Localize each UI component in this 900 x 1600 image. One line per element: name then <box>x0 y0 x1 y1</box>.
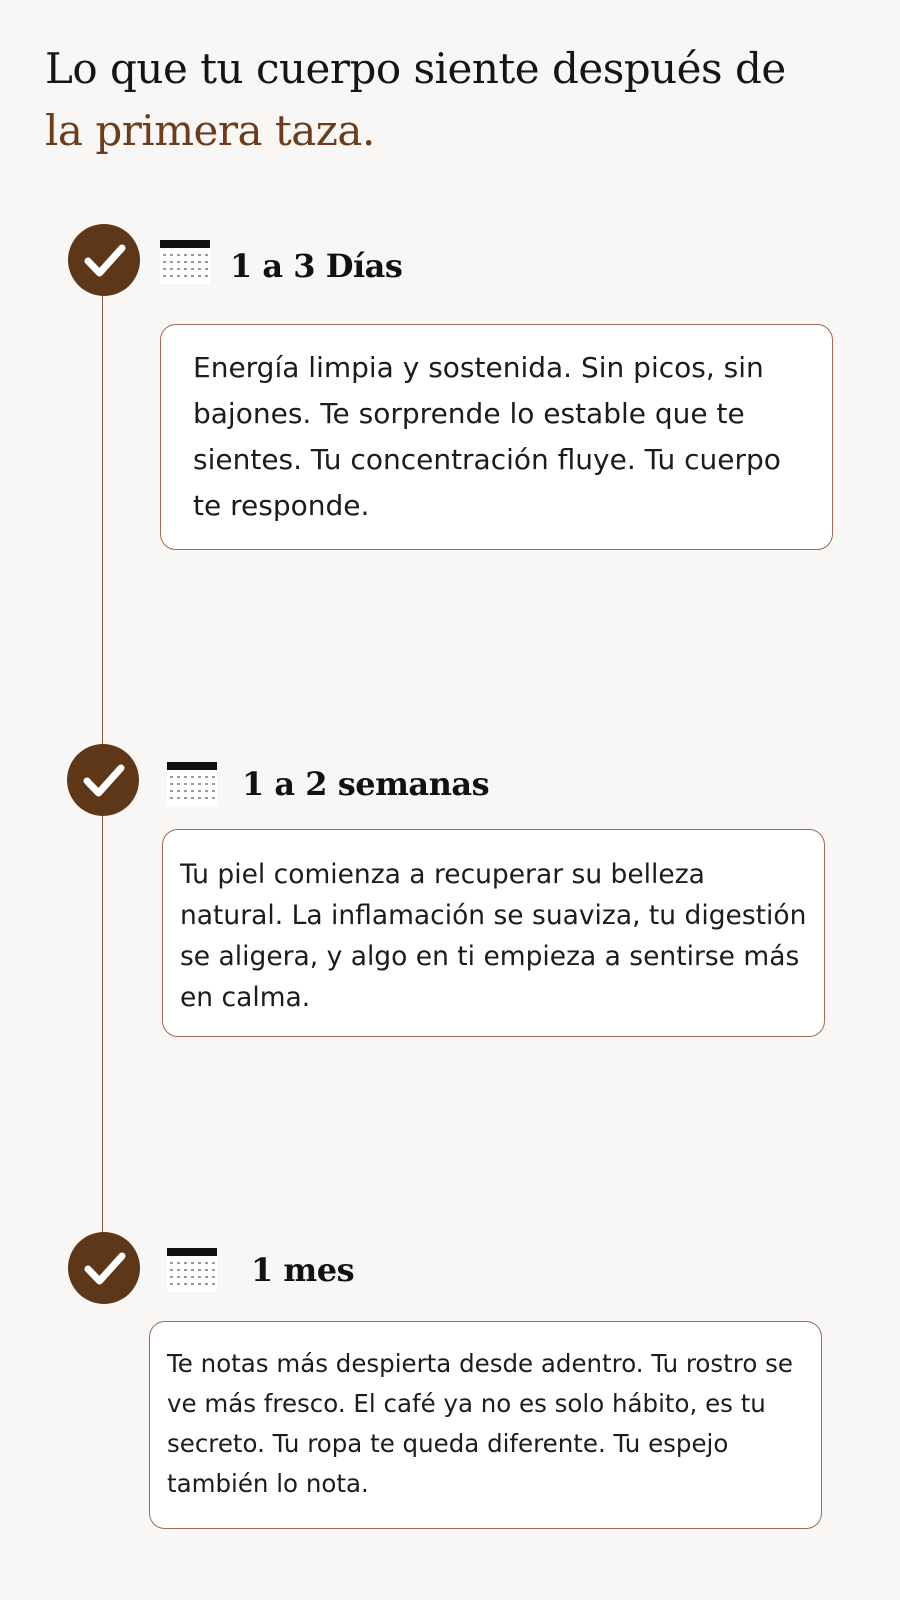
calendar-icon <box>160 240 210 284</box>
step-title: 1 a 3 Días <box>230 247 403 285</box>
check-icon <box>68 224 140 296</box>
check-icon <box>67 744 139 816</box>
step-card <box>160 324 833 550</box>
page-title <box>45 38 865 162</box>
step-title: 1 mes <box>251 1251 355 1289</box>
step-card <box>162 829 825 1037</box>
title-line-2: la primera taza. <box>45 106 375 155</box>
step-description: Tu piel comienza a recuperar su belleza natural. La inflamación se suaviza, tu digestión se aligera, y algo en ti empieza a sentirse más en calma. <box>180 859 807 1013</box>
step-card <box>149 1321 822 1529</box>
step-description: Energía limpia y sostenida. Sin picos, sin bajones. Te sorprende lo estable que te sientes. Tu concentración fluye. Tu cuerpo te responde. <box>193 351 781 522</box>
check-icon <box>68 1232 140 1304</box>
title-line-1: Lo que tu cuerpo siente después de <box>45 44 786 93</box>
calendar-icon <box>167 1248 217 1292</box>
calendar-icon <box>167 762 217 806</box>
step-title: 1 a 2 semanas <box>242 765 490 803</box>
step-description: Te notas más despierta desde adentro. Tu rostro se ve más fresco. El café ya no es solo hábito, es tu secreto. Tu ropa te queda diferente. Tu espejo también lo nota. <box>167 1349 793 1498</box>
